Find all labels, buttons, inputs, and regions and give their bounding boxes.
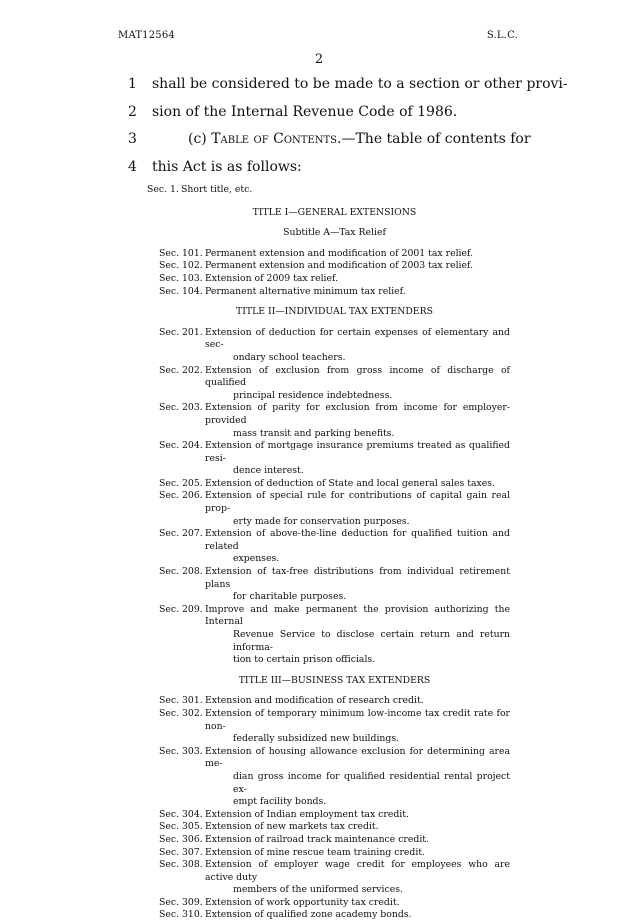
toc-section-title — [205, 821, 510, 834]
toc-entry — [159, 327, 510, 365]
toc-entry — [159, 286, 510, 299]
toc-subtitle-a: Subtitle A—Tax Relief — [283, 227, 386, 239]
toc-entry — [159, 809, 510, 822]
toc-entry — [159, 528, 510, 566]
toc-entry — [159, 897, 510, 910]
toc-section-number: Sec. 208. — [159, 566, 203, 578]
toc-section-number: Sec. 306. — [159, 833, 203, 845]
toc-section-title — [205, 695, 510, 708]
toc-entry — [159, 273, 510, 286]
toc-section-title — [205, 746, 510, 809]
toc-entry — [159, 365, 510, 403]
body-line: sion of the Internal Revenue Code of 1986. — [152, 104, 458, 120]
toc-title-line: Extension of exclusion from gross income of discharge of qualified — [205, 364, 510, 389]
subsection-heading: Table of Contents — [211, 131, 338, 147]
toc-title-continuation: Revenue Service to disclose certain return and return informa- — [233, 629, 510, 653]
toc-title-line: Extension of qualified zone academy bonds. — [205, 909, 412, 921]
toc-section-number: Sec. 310. — [159, 909, 203, 921]
subsection-text: .—The table of contents for — [337, 131, 531, 147]
toc-entry — [159, 260, 510, 273]
toc-title-continuation: federally subsidized new buildings. — [233, 733, 400, 745]
toc-section-number: Sec. 102. — [159, 260, 203, 272]
toc-section-number: Sec. 202. — [159, 364, 203, 376]
toc-section-number: Sec. 205. — [159, 477, 203, 489]
toc-section-number: Sec. 304. — [159, 808, 203, 820]
toc-entry — [159, 440, 510, 478]
toc-section-title — [205, 528, 510, 566]
toc-title-continuation: members of the uniformed services. — [233, 884, 403, 896]
toc-section-number: Sec. 204. — [159, 440, 203, 452]
toc-title-line: Extension of Indian employment tax credit. — [205, 808, 409, 820]
toc-section-title — [205, 708, 510, 746]
toc-section-title — [205, 909, 510, 922]
toc-title-line: Extension of employer wage credit for employees who are active duty — [205, 859, 510, 883]
line-number: 3 — [128, 131, 137, 147]
toc-section-number: Sec. 103. — [159, 272, 203, 284]
toc-title-continuation: erty made for conservation purposes. — [233, 515, 410, 527]
toc-title-continuation: for charitable purposes. — [233, 591, 347, 603]
toc-entry — [159, 859, 510, 897]
toc-entry — [159, 834, 510, 847]
subsection-prefix: (c) — [188, 131, 212, 147]
toc-entry — [159, 695, 510, 708]
toc-section-number: Sec. 206. — [159, 490, 203, 502]
toc-section-number: Sec. 303. — [159, 745, 203, 757]
toc-section-title — [205, 847, 510, 860]
toc-section-number: Sec. 301. — [159, 695, 203, 707]
toc-title-line: Extension of above-the-line deduction for qualified tuition and related — [205, 528, 510, 552]
toc-section-title — [205, 327, 510, 365]
toc-title-continuation: dence interest. — [233, 465, 304, 477]
toc-entry — [159, 566, 510, 604]
toc-title-line: Extension of deduction for certain expenses of elementary and sec- — [205, 326, 510, 351]
toc-section-title — [205, 490, 510, 528]
toc-section-number: Sec. 305. — [159, 821, 203, 833]
toc-title-line: Extension of new markets tax credit. — [205, 821, 379, 833]
toc-section-number: Sec. 308. — [159, 859, 203, 871]
toc-title-line: Extension of railroad track maintenance credit. — [205, 833, 429, 845]
toc-entry — [159, 746, 510, 809]
toc-title-line: Extension of parity for exclusion from income for employer-provided — [205, 402, 510, 426]
toc-title-line: Extension of temporary minimum low-income tax credit rate for non- — [205, 707, 510, 732]
toc-title-line: Extension of 2009 tax relief. — [205, 272, 339, 284]
body-line-subsection — [188, 131, 531, 147]
line-number: 4 — [128, 159, 137, 175]
toc-group-title-1 — [159, 248, 510, 298]
toc-section-title: Short title, etc. — [181, 184, 253, 195]
toc-title-line: Extension and modification of research credit. — [205, 695, 424, 707]
table-of-contents — [147, 184, 510, 922]
toc-title-line: Extension of tax-free distributions from individual retirement plans — [205, 566, 510, 590]
toc-title-continuation: ondary school teachers. — [233, 351, 346, 363]
toc-title-line: Extension of deduction of State and local general sales taxes. — [205, 477, 496, 489]
toc-group-title-3 — [159, 695, 510, 922]
toc-entry — [159, 604, 510, 667]
toc-entry — [159, 478, 510, 491]
toc-title-line: Improve and make permanent the provision authorizing the Internal — [205, 603, 510, 628]
toc-title-line: Extension of housing allowance exclusion for determining area me- — [205, 745, 510, 770]
line-number: 1 — [128, 76, 137, 92]
toc-section-title — [205, 286, 510, 299]
toc-section-title — [205, 260, 510, 273]
toc-entry — [159, 402, 510, 440]
toc-title-line: Extension of mortgage insurance premiums treated as qualified resi- — [205, 440, 510, 464]
toc-section-title — [205, 834, 510, 847]
toc-section-number: Sec. 309. — [159, 896, 203, 908]
document-id: MAT12564 — [118, 30, 175, 41]
toc-entry — [159, 248, 510, 261]
toc-title-line: Extension of work opportunity tax credit. — [205, 896, 400, 908]
toc-title-line: Permanent extension and modification of 2003 tax relief. — [205, 260, 474, 272]
toc-entry — [159, 708, 510, 746]
toc-section-number: Sec. 203. — [159, 402, 203, 414]
toc-section-title — [205, 897, 510, 910]
toc-section-title — [205, 440, 510, 478]
toc-section-title — [205, 566, 510, 604]
toc-title-continuation: dian gross income for qualified residential rental project ex- — [233, 770, 510, 795]
toc-entry — [159, 847, 510, 860]
toc-section-title — [205, 402, 510, 440]
toc-title-2: TITLE II—INDIVIDUAL TAX EXTENDERS — [236, 306, 433, 318]
toc-group-title-2 — [159, 327, 510, 667]
toc-section-number: Sec. 307. — [159, 846, 203, 858]
document-code: S.L.C. — [486, 30, 518, 41]
toc-title-continuation: principal residence indebtedness. — [233, 389, 393, 401]
toc-section-title — [205, 273, 510, 286]
toc-title-continuation: mass transit and parking benefits. — [233, 427, 395, 439]
toc-title-line: Permanent extension and modification of 2001 tax relief. — [205, 247, 474, 259]
body-line: this Act is as follows: — [152, 159, 302, 175]
toc-section-title — [205, 859, 510, 897]
toc-entry — [159, 821, 510, 834]
toc-section-number: Sec. 302. — [159, 707, 203, 719]
toc-section-number: Sec. 207. — [159, 528, 203, 540]
page-number: 2 — [314, 52, 324, 67]
toc-title-line: Permanent alternative minimum tax relief. — [205, 285, 406, 297]
toc-entry — [159, 490, 510, 528]
toc-title-1: TITLE I—GENERAL EXTENSIONS — [252, 206, 417, 218]
toc-section-number: Sec. 209. — [159, 603, 203, 615]
toc-section-number: Sec. 101. — [159, 247, 203, 259]
toc-title-line: Extension of special rule for contributions of capital gain real prop- — [205, 490, 510, 515]
toc-section-title — [205, 365, 510, 403]
toc-title-line: Extension of mine rescue team training credit. — [205, 846, 426, 858]
toc-section-title — [205, 478, 510, 491]
toc-entry — [159, 909, 510, 922]
toc-section-number: Sec. 104. — [159, 285, 203, 297]
toc-title-continuation: empt facility bonds. — [233, 796, 327, 808]
toc-title-continuation: expenses. — [233, 553, 280, 565]
line-number: 2 — [128, 104, 137, 120]
toc-section-title — [205, 248, 510, 261]
toc-section-title — [205, 809, 510, 822]
toc-section-number: Sec. 201. — [159, 326, 203, 338]
body-line: shall be considered to be made to a section or other provi- — [152, 76, 568, 92]
toc-entry — [147, 184, 510, 197]
toc-title-3: TITLE III—BUSINESS TAX EXTENDERS — [238, 674, 431, 686]
toc-section-number: Sec. 1. — [147, 184, 179, 195]
toc-title-continuation: tion to certain prison officials. — [233, 654, 376, 666]
toc-section-title — [205, 604, 510, 667]
